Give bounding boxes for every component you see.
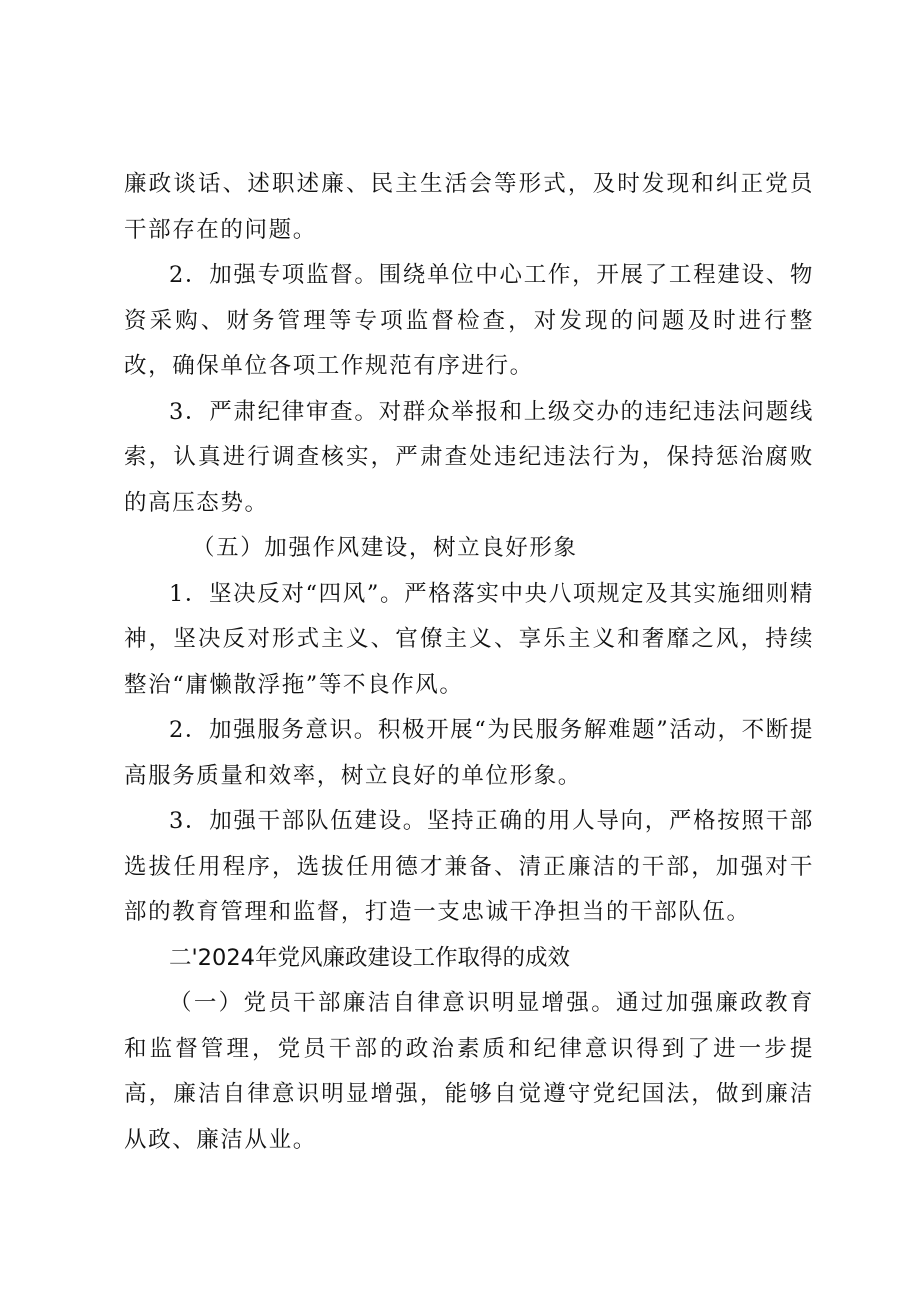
paragraph-self-discipline: （一）党员干部廉洁自律意识明显增强。通过加强廉政教育和监督管理，党员干部的政治素质和纪律意识得到了进一步提高，廉洁自律意识明显增强，能够自觉遵守党纪国法，做到廉洁从政、廉洁从业。 bbox=[124, 990, 814, 1153]
paragraph-special-supervision: 2．加强专项监督。围绕单位中心工作，开展了工程建设、物资采购、财务管理等专项监督检查，对发现的问题及时进行整改，确保单位各项工作规范有序进行。 bbox=[124, 262, 814, 379]
paragraph-cadre-team: 3．加强干部队伍建设。坚持正确的用人导向，严格按照干部选拔任用程序，选拔任用德才兼备、清正廉洁的干部，加强对干部的教育管理和监督，打造一支忠诚干净担当的干部队伍。 bbox=[124, 808, 814, 925]
document-page bbox=[124, 162, 814, 1163]
paragraph-service-awareness: 2．加强服务意识。积极开展“为民服务解难题”活动，不断提高服务质量和效率，树立良好的单位形象。 bbox=[124, 717, 814, 789]
section-heading-achievements: 二'2024年党风廉政建设工作取得的成效 bbox=[169, 944, 570, 971]
paragraph-four-winds: 1．坚决反对“四风”。严格落实中央八项规定及其实施细则精神，坚决反对形式主义、官僚主义、享乐主义和奢靡之风，持续整治“庸懒散浮拖”等不良作风。 bbox=[124, 580, 814, 698]
paragraph-continuation: 廉政谈话、述职述廉、民主生活会等形式，及时发现和纠正党员干部存在的问题。 bbox=[124, 171, 814, 243]
paragraph-discipline-review: 3．严肃纪律审查。对群众举报和上级交办的违纪违法问题线索，认真进行调查核实，严肃查处违纪违法行为，保持惩治腐败的高压态势。 bbox=[124, 398, 814, 516]
sub-heading-work-style: （五）加强作风建设，树立良好形象 bbox=[192, 535, 578, 561]
